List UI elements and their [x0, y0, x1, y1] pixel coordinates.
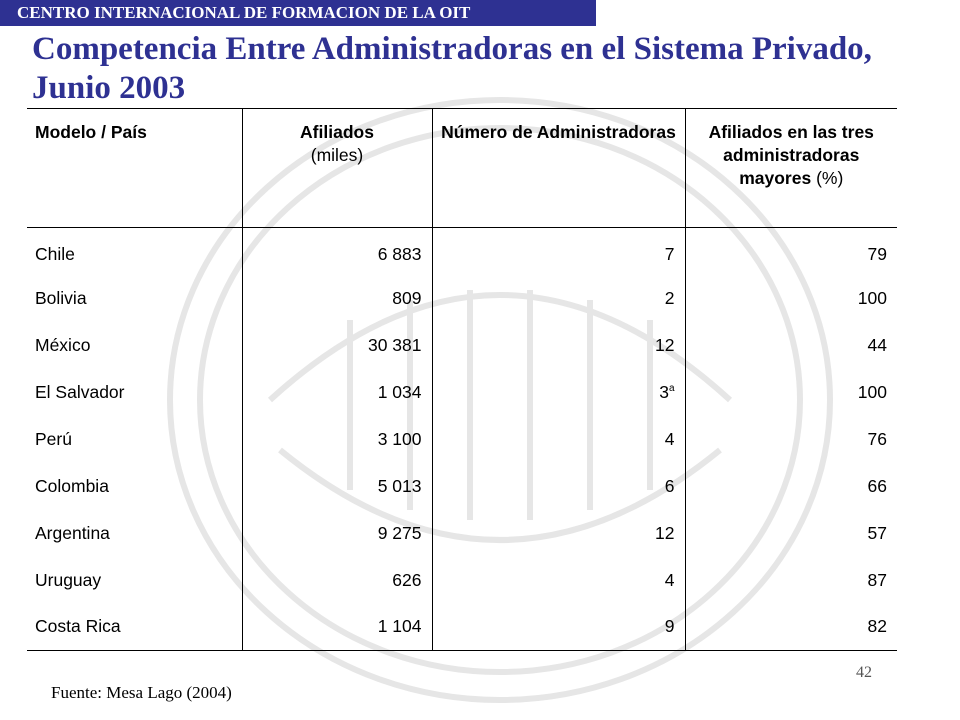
col-header-unit: (%): [816, 168, 844, 188]
table-header-row: [27, 109, 897, 228]
cell-country-value: Bolivia: [35, 287, 87, 308]
cell-tres-mayores-pct-value: 66: [867, 475, 887, 496]
cell-afiliados-value: 5 013: [377, 475, 422, 496]
cell-tres-mayores-pct-value: 100: [857, 381, 887, 402]
col-header-administradoras: [432, 109, 685, 228]
footnote-marker: a: [668, 382, 675, 394]
cell-administradoras-value: 4: [664, 428, 675, 449]
cell-administradoras-value: 6: [664, 475, 675, 496]
cell-administradoras-value: 2: [664, 287, 675, 308]
cell-country: [27, 557, 242, 604]
cell-tres-mayores-pct: [685, 322, 897, 369]
cell-afiliados: [242, 275, 432, 322]
cell-administradoras-value: 12: [655, 334, 675, 355]
cell-afiliados: [242, 369, 432, 416]
cell-country: [27, 463, 242, 510]
cell-tres-mayores-pct-value: 87: [867, 569, 887, 590]
org-header-band: [0, 0, 596, 26]
cell-country-value: México: [35, 334, 91, 355]
cell-afiliados-value: 3 100: [377, 428, 422, 449]
cell-administradoras: [432, 557, 685, 604]
cell-afiliados-value: 30 381: [367, 334, 422, 355]
cell-afiliados-value: 1 034: [377, 381, 422, 402]
cell-country-value: Costa Rica: [35, 616, 121, 637]
cell-country: [27, 275, 242, 322]
cell-country: [27, 604, 242, 651]
source-note: Fuente: Mesa Lago (2004): [51, 683, 232, 702]
cell-country: [27, 416, 242, 463]
cell-tres-mayores-pct: [685, 369, 897, 416]
cell-afiliados: [242, 604, 432, 651]
cell-afiliados-value: 1 104: [377, 616, 422, 637]
col-header-unit: (miles): [310, 145, 364, 165]
cell-administradoras: [432, 416, 685, 463]
cell-tres-mayores-pct: [685, 604, 897, 651]
cell-tres-mayores-pct: [685, 416, 897, 463]
col-header-label: Número de Administradoras: [441, 122, 676, 142]
cell-country-value: Argentina: [35, 522, 110, 543]
org-name: CENTRO INTERNACIONAL DE FORMACION DE LA OIT: [17, 3, 471, 22]
cell-afiliados-value: 6 883: [377, 243, 422, 264]
page-number: 42: [856, 664, 872, 681]
cell-administradoras: [432, 322, 685, 369]
cell-tres-mayores-pct-value: 100: [857, 287, 887, 308]
slide-title: Competencia Entre Administradoras en el Sistema Privado, Junio 2003: [32, 31, 872, 106]
cell-tres-mayores-pct: [685, 510, 897, 557]
data-table: [27, 108, 897, 651]
table-row: [27, 416, 897, 463]
cell-tres-mayores-pct-value: 76: [867, 428, 887, 449]
cell-tres-mayores-pct-value: 57: [867, 522, 887, 543]
cell-country-value: El Salvador: [35, 381, 125, 402]
table-row: [27, 228, 897, 275]
table-row: [27, 369, 897, 416]
cell-afiliados: [242, 416, 432, 463]
table-row: [27, 463, 897, 510]
cell-country: [27, 510, 242, 557]
cell-afiliados-value: 9 275: [377, 522, 422, 543]
cell-administradoras: [432, 275, 685, 322]
col-header-label: Afiliados: [300, 122, 374, 142]
cell-afiliados-value: 626: [392, 569, 422, 590]
cell-tres-mayores-pct: [685, 275, 897, 322]
cell-afiliados: [242, 463, 432, 510]
col-header-modelo: [27, 109, 242, 228]
cell-administradoras: [432, 228, 685, 275]
cell-country: [27, 228, 242, 275]
col-header-afiliados: [242, 109, 432, 228]
cell-administradoras-value: 12: [655, 522, 675, 543]
cell-afiliados-value: 809: [392, 287, 422, 308]
table-row: [27, 557, 897, 604]
cell-afiliados: [242, 510, 432, 557]
cell-tres-mayores-pct-value: 82: [867, 616, 887, 637]
cell-tres-mayores-pct-value: 79: [867, 243, 887, 264]
cell-afiliados: [242, 557, 432, 604]
cell-tres-mayores-pct-value: 44: [867, 334, 887, 355]
col-header-tres-mayores: [685, 109, 897, 228]
cell-administradoras: [432, 463, 685, 510]
table-row: [27, 275, 897, 322]
cell-administradoras-value: 9: [664, 616, 675, 637]
cell-administradoras: [432, 510, 685, 557]
table-row: [27, 604, 897, 651]
cell-administradoras-value: 4: [664, 569, 675, 590]
cell-administradoras: [432, 604, 685, 651]
cell-country: [27, 322, 242, 369]
cell-country-value: Uruguay: [35, 569, 102, 590]
cell-administradoras-value: 7: [664, 243, 675, 264]
cell-tres-mayores-pct: [685, 228, 897, 275]
cell-country-value: Perú: [35, 428, 72, 449]
cell-country-value: Chile: [35, 243, 75, 264]
table-row: [27, 322, 897, 369]
cell-administradoras: [432, 369, 685, 416]
col-header-label: Modelo / País: [35, 122, 147, 142]
cell-afiliados: [242, 228, 432, 275]
cell-country-value: Colombia: [35, 475, 109, 496]
cell-tres-mayores-pct: [685, 557, 897, 604]
cell-tres-mayores-pct: [685, 463, 897, 510]
cell-administradoras-value: 3: [659, 381, 669, 402]
cell-country: [27, 369, 242, 416]
col-header-label: Afiliados en las tres administradoras mayores: [708, 122, 874, 188]
table-row: [27, 510, 897, 557]
cell-afiliados: [242, 322, 432, 369]
